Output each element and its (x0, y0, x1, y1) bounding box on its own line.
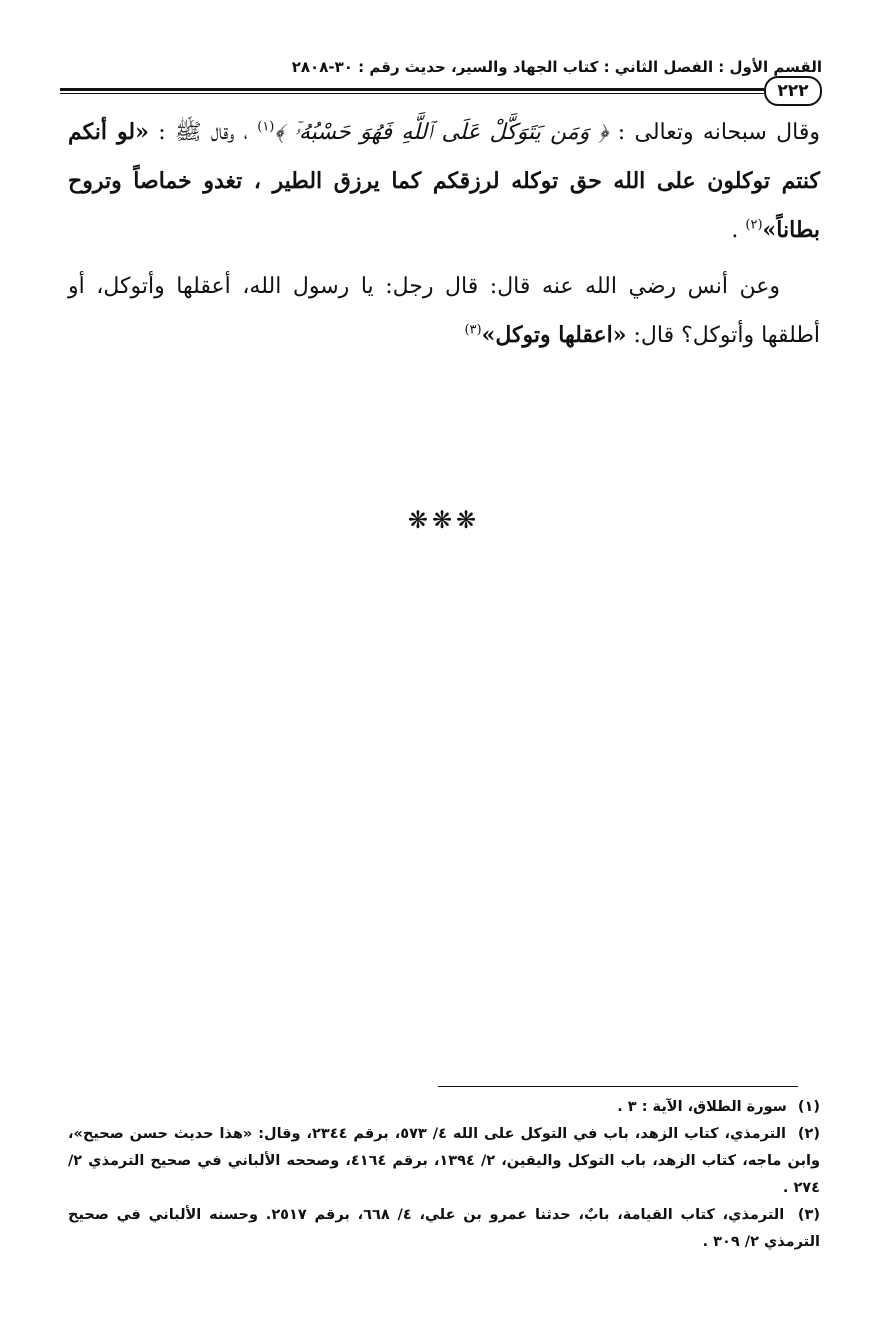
footnote (68, 1202, 820, 1256)
footnote-text: الترمذي، كتاب الزهد، باب في التوكل على الله ٤/ ٥٧٣، برقم ٢٣٤٤، وقال: «هذا حديث حسن صحيح»، وابن ماجه، كتاب الزهد، باب التوكل واليقين، ٢/ ١٣٩٤، برقم ٤١٦٤، وصححه الألباني في صحيح الترمذي ٢/ ٢٧٤ . (68, 1126, 820, 1196)
footnote-ref-3: (٣) (464, 322, 482, 338)
hadith-text-2: «اعقلها وتوكل» (481, 322, 627, 348)
footnote-text: سورة الطلاق، الآية : ٣ . (617, 1099, 787, 1115)
main-text (68, 108, 820, 534)
footnote-text: الترمذي، كتاب القيامة، بابٌ، حدثنا عمرو بن علي، ٤/ ٦٦٨، برقم ٢٥١٧. وحسنه الألباني في صحيح الترمذي ٢/ ٣٠٩ . (68, 1207, 820, 1250)
footnote (68, 1094, 820, 1121)
footnote-rule (438, 1086, 798, 1087)
para1-text-1: وقال سبحانه وتعالى : (608, 120, 820, 145)
page-header (60, 52, 822, 102)
paragraph-2 (68, 263, 820, 360)
page-number: ٢٢٢ (764, 76, 822, 106)
footnotes (68, 1094, 820, 1256)
header-rule-thin (60, 93, 764, 94)
footnote-number: (٣) (797, 1207, 820, 1223)
footnote-ref-1: (١) (257, 119, 275, 135)
footnote (68, 1121, 820, 1202)
para1-text-2: ، وقال ﷺ : (148, 120, 258, 145)
quran-verse: ﴿ وَمَن يَتَوَكَّلْ عَلَى ٱللَّهِ فَهُوَ حَسْبُهُۥٓ ﴾ (274, 120, 609, 145)
hadith-text-1: «لو أنكم كنتم توكلون على الله حق توكله لرزقكم كما يرزق الطير ، تغدو خماصاً وتروح بطاناً» (68, 119, 820, 243)
header-rule (60, 88, 764, 91)
footnote-number: (١) (797, 1099, 820, 1115)
para1-text-3: . (731, 218, 746, 243)
paragraph-1 (68, 108, 820, 255)
running-header-title: القسم الأول : الفصل الثاني : كتاب الجهاد والسير، حديث رقم : ٣٠-٢٨٠٨ (291, 58, 822, 76)
footnote-ref-2: (٢) (745, 217, 763, 233)
para2-text-1: وعن أنس رضي الله عنه قال: قال رجل: يا رسول الله، أعقلها وأتوكل، أو أطلقها وأتوكل؟ قال: (68, 274, 820, 348)
footnote-number: (٢) (797, 1126, 820, 1142)
section-separator: ❋❋❋ (407, 506, 481, 534)
